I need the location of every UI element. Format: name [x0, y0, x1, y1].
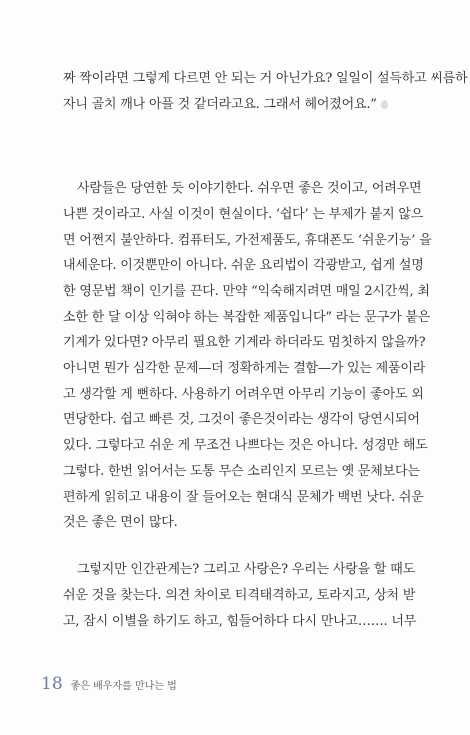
text-line: 편하게 읽히고 내용이 잘 들어오는 현대식 문체가 백번 낫다. 쉬운 [63, 490, 424, 505]
text-line: 아니면 뭔가 심각한 문제—더 정확하게는 결함—가 있는 제품이라 [63, 361, 426, 376]
running-title: 좋은 배우자를 만나는 법 [70, 681, 177, 692]
text-line: 고 생각할 게 뻔하다. 사용하기 어려우면 아무리 기능이 좋아도 외 [63, 387, 424, 402]
page-footer [41, 674, 177, 694]
text-line: 그렇지만 인간관계는? 그리고 사랑은? 우리는 사랑을 할 때도 [77, 562, 415, 577]
text-line: 소한 한 달 이상 익혀야 하는 복잡한 제품입니다” 라는 문구가 붙은 [63, 310, 431, 325]
text-line: 기계가 있다면? 아무리 필요한 기계라 하더라도 멈칫하지 않을까? [63, 335, 426, 350]
text-line: 나쁜 것이라고. 사실 이것이 현실이다. ‘쉽다’ 는 부제가 붙지 않으 [63, 207, 424, 222]
text-line: 한 영문법 책이 인기를 끈다. 만약 “익숙해지려면 매일 2시간씩, 최 [63, 284, 430, 299]
text-line: 사람들은 당연한 듯 이야기한다. 쉬우면 좋은 것이고, 어려우면 [77, 181, 422, 196]
text-line [63, 97, 415, 113]
text-line: 있다. 그렇다고 쉬운 게 무조건 나쁘다는 것은 아니다. 성경만 해도 [63, 438, 428, 453]
page-number: 18 [41, 674, 63, 694]
text-line: 것은 좋은 면이 많다. [63, 515, 178, 530]
text-line: 면당한다. 쉽고 빠른 것, 그것이 좋은것이라는 생각이 당연시되어 [63, 412, 420, 427]
text-line: 쉬운 것을 찾는다. 의견 차이로 티격태격하고, 토라지고, 상처 받 [63, 588, 416, 603]
text-line: 내세운다. 이것뿐만이 아니다. 쉬운 요리법이 각광받고, 쉽게 설명 [63, 258, 424, 273]
text-line: 짜 짝이라면 그렇게 다르면 안 되는 거 아닌가요? 일일이 설득하고 씨름하 [63, 71, 468, 86]
drop-ornament-icon [381, 100, 388, 109]
text-line: 그렇다. 한번 읽어서는 도통 무슨 소리인지 모르는 옛 문체보다는 [63, 464, 420, 479]
text-line: 고, 잠시 이별을 하기도 하고, 힘들어하다 다시 만나고……. 너무 [63, 614, 417, 629]
text-line-content: 자니 골치 깨나 아플 것 같더라고요. 그래서 헤어졌어요.” [63, 97, 377, 112]
text-line: 면 어쩐지 불안하다. 컴퓨터도, 가전제품도, 휴대폰도 ‘쉬운기능’ 을 [63, 233, 432, 248]
